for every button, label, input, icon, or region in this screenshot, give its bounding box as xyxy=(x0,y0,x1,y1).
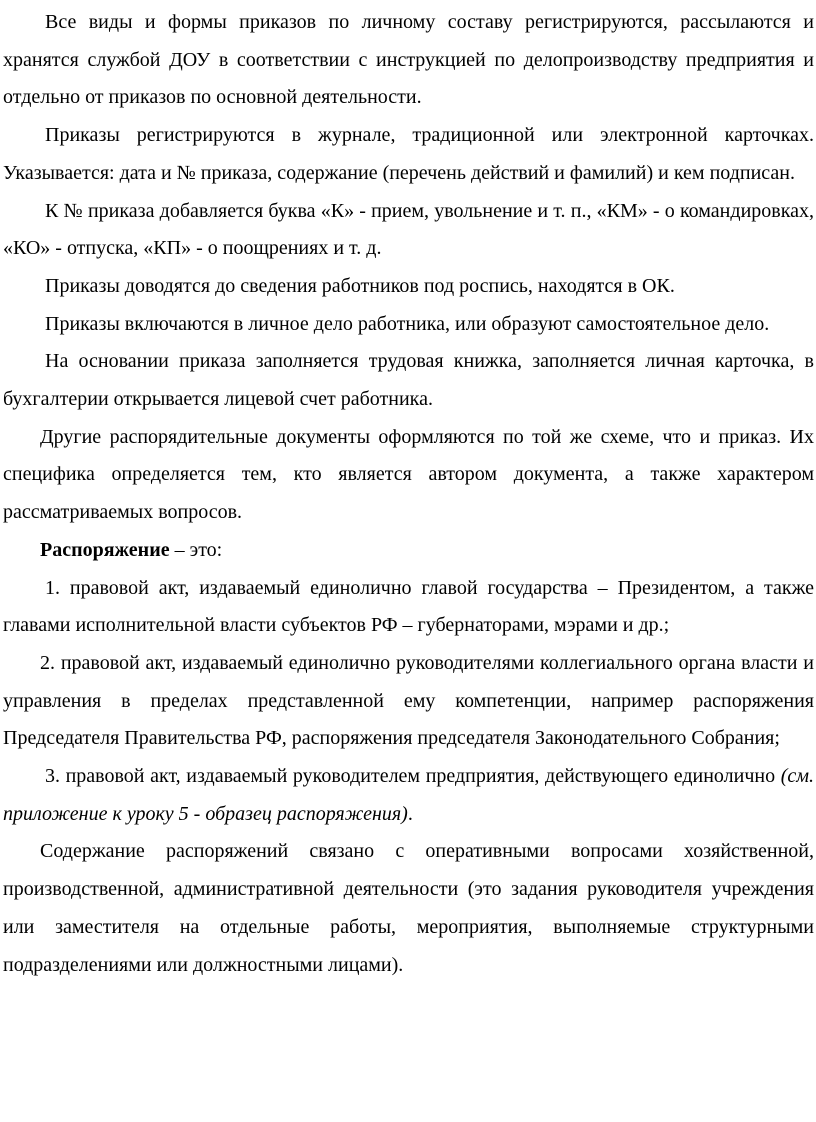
definition-line xyxy=(3,532,814,570)
list-item-3 xyxy=(3,758,814,833)
paragraph-journal: Приказы регистрируются в журнале, традиционной или электронной карточках. Указывается: дата и № приказа, содержание (перечень действий и фамилий) и кем подписан. xyxy=(3,124,814,184)
paragraph-registration: Все виды и формы приказов по личному составу регистрируются, рассылаются и хранятся службой ДОУ в соответствии с инструкцией по делопроизводству предприятия и отдельно от приказов по основной деятельности. xyxy=(3,11,814,109)
paragraph-letter-codes: К № приказа добавляется буква «К» - прием, увольнение и т. п., «КМ» - о командировках, «КО» - отпуска, «КП» - о поощрениях и т. д. xyxy=(3,199,814,260)
paragraph-signature: Приказы доводятся до сведения работников под роспись, находятся в ОК. xyxy=(45,274,675,297)
paragraph-work-book: На основании приказа заполняется трудовая книжка, заполняется личная карточка, в бухгалтерии открывается лицевой счет работника. xyxy=(3,350,814,411)
list-item-3-text: 3. правовой акт, издаваемый руководителем предприятия, действующего единолично xyxy=(45,765,781,788)
definition-rest: – это: xyxy=(169,538,223,561)
definition-term: Распоряжение xyxy=(40,538,170,561)
paragraph-closing: Содержание распоряжений связано с оперативными вопросами хозяйственной, производственной, административной деятельности (это задания руководителя учреждения или заместителя на отдельные работы, мероприятия, выполняемые структурными подразделениями или должностными лицами). xyxy=(3,840,814,976)
list-item-3-reference: (см. приложение к уроку 5 - образец распоряжения) xyxy=(3,765,814,825)
list-item-3-end: . xyxy=(407,802,413,825)
list-item-2: 2. правовой акт, издаваемый единолично руководителями коллегиального органа власти и управления в пределах представленной ему компетенции, например распоряжения Председателя Правительства РФ, распоряжения председателя Законодательного Собрания; xyxy=(3,651,814,750)
list-item-1: 1. правовой акт, издаваемый единолично главой государства – Президентом, а также главами исполнительной власти субъектов РФ – губернаторами, мэрами и др.; xyxy=(3,576,814,637)
paragraph-other-documents: Другие распорядительные документы оформляются по той же схеме, что и приказ. Их специфика определяется тем, кто является автором документа, а также характером рассматриваемых вопросов. xyxy=(3,425,814,524)
paragraph-personal-file: Приказы включаются в личное дело работника, или образуют самостоятельное дело. xyxy=(45,312,770,335)
